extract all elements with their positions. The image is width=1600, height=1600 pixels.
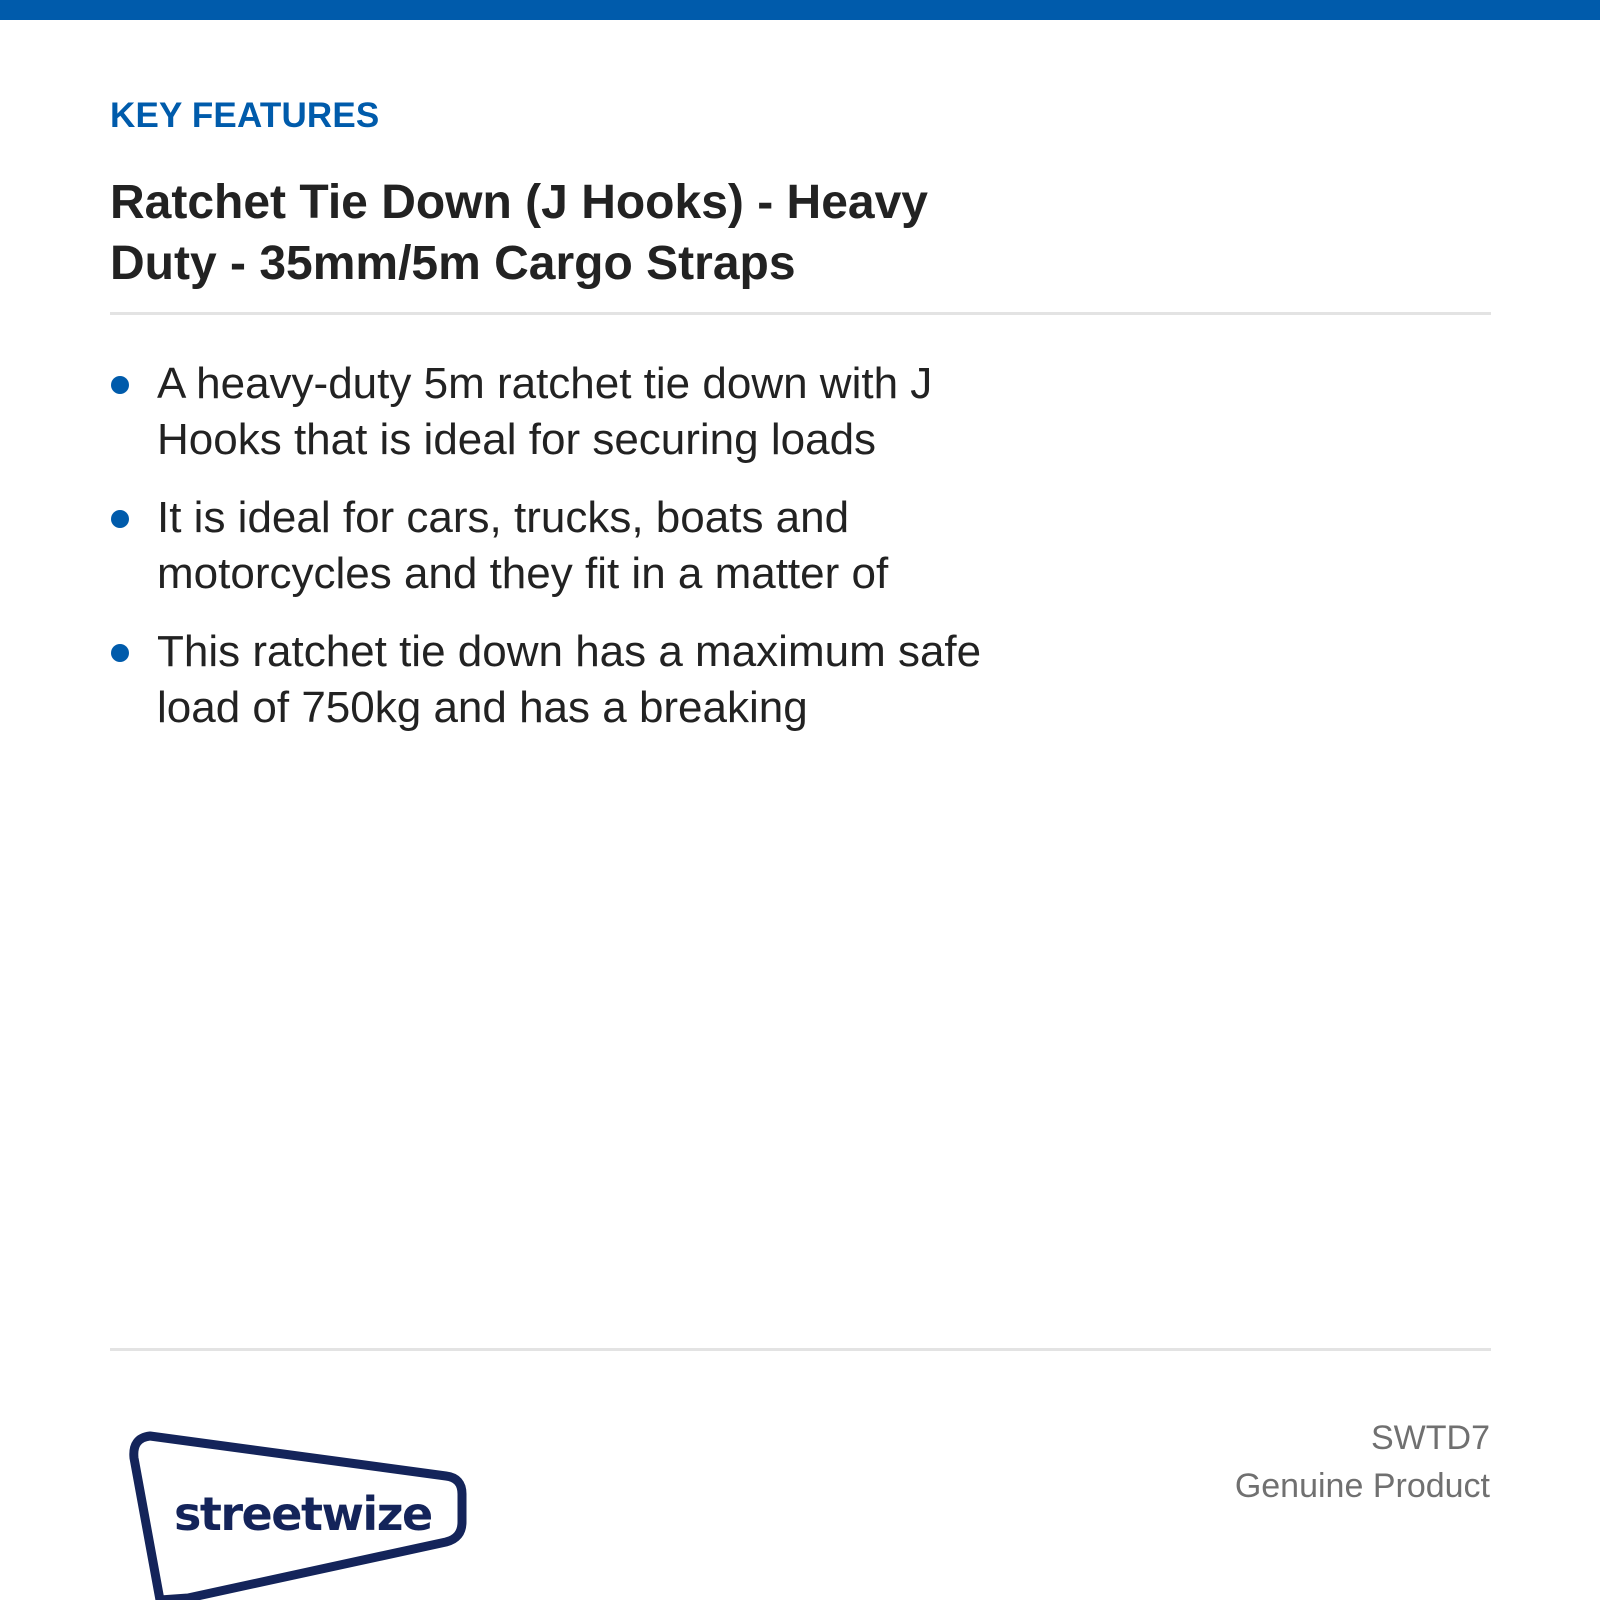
feature-text: A heavy-duty 5m ratchet tie down with J Hooks that is ideal for securing loads: [157, 359, 933, 464]
feature-list: [110, 356, 1060, 758]
product-meta: [1235, 1414, 1490, 1510]
product-sku: SWTD7: [1371, 1419, 1490, 1457]
bullet-dot-icon: [111, 644, 129, 662]
top-accent-bar: [0, 0, 1600, 20]
bullet-dot-icon: [111, 376, 129, 394]
bullet-dot-icon: [111, 510, 129, 528]
feature-item: [110, 624, 1060, 736]
section-label: KEY FEATURES: [110, 96, 380, 135]
genuine-product-label: Genuine Product: [1234, 1467, 1490, 1505]
footer-divider: [110, 1348, 1491, 1351]
feature-item: [110, 490, 1060, 602]
logo-wordmark: streetwize: [174, 1487, 432, 1541]
feature-item: [110, 356, 1060, 468]
product-title: Ratchet Tie Down (J Hooks) - Heavy Duty - 35mm/5m Cargo Straps: [110, 176, 928, 290]
feature-text: It is ideal for cars, trucks, boats and motorcycles and they fit in a matter of: [157, 493, 889, 598]
title-divider: [110, 312, 1491, 315]
feature-text: This ratchet tie down has a maximum safe load of 750kg and has a breaking: [157, 627, 982, 732]
streetwize-logo-icon: [128, 1428, 478, 1600]
